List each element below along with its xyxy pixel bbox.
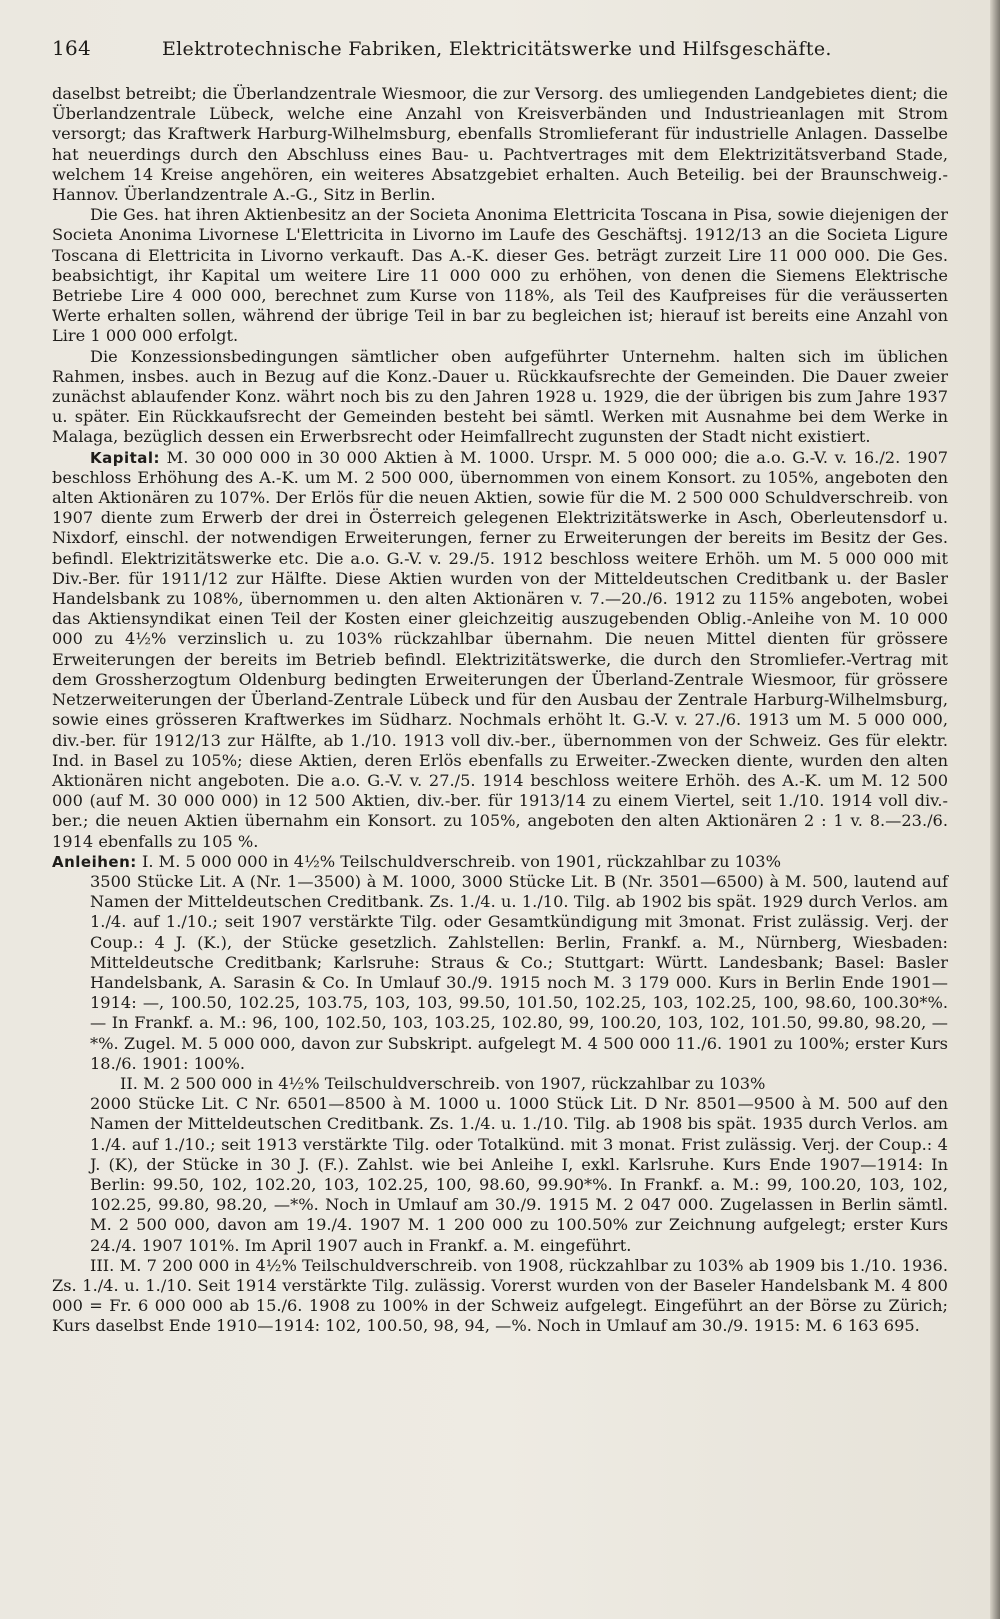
paragraph-konzessionen: Die Konzessionsbedingungen sämtlicher oben aufgeführter Unternehm. halten sich im üblichen Rahmen, insbes. auch in Bezug auf die Konz.-Dauer u. Rückkaufsrechte der Gemeinden. Die Dauer zweier zunächst ablaufender Konz. währt noch bis zu den Jahren 1928 u. 1929, die der übrigen bis zum Jahre 1937 u. später. Ein Rückkaufsrecht der Gemeinden besteht bei sämtl. Werken mit Ausnahme bei dem Werke in Malaga, bezüglich dessen ein Erwerbsrecht oder Heimfallrecht zugunsten der Stadt nicht existiert. bbox=[52, 346, 948, 447]
running-header bbox=[52, 36, 952, 60]
anleihe-ii-heading: II. M. 2 500 000 in 4½% Teilschuldverschreib. von 1907, rückzahlbar zu 103% bbox=[120, 1073, 766, 1093]
anleihe-ii-details: 2000 Stücke Lit. C Nr. 6501—8500 à M. 1000 u. 1000 Stück Lit. D Nr. 8501—9500 à M. 500 auf den Namen der Mitteldeutschen Creditbank. Zs. 1./4. u. 1./10. Tilg. ab 1908 bis spät. 1935 durch Verlos. am 1./4. auf 1./10.; seit 1913 verstärkte Tilg. oder Totalkünd. mit 3 monat. Frist zulässig. Verj. der Coup.: 4 J. (K), der Stücke in 30 J. (F.). Zahlst. wie bei Anleihe I, exkl. Karlsruhe. Kurs Ende 1907—1914: In Berlin: 99.50, 102, 102.20, 103, 102.25, 100, 98.60, 99.90*%. In Frankf. a. M.: 99, 100.20, 103, 102, 102.25, 99.80, 98.20, —*%. Noch in Umlauf am 30./9. 1915 M. 2 047 000. Zugelassen in Berlin sämtl. M. 2 500 000, davon am 19./4. 1907 M. 1 200 000 zu 100.50% zur Zeichnung aufgelegt; erster Kurs 24./4. 1907 101%. Im April 1907 auch in Frankf. a. M. eingeführt. bbox=[90, 1094, 948, 1255]
anleihe-i-details: 3500 Stücke Lit. A (Nr. 1—3500) à M. 1000, 3000 Stücke Lit. B (Nr. 3501—6500) à M. 500, lautend auf Namen der Mitteldeutschen Creditbank. Zs. 1./4. u. 1./10. Tilg. ab 1902 bis spät. 1929 durch Verlos. am 1./4. auf 1./10.; seit 1907 verstärkte Tilg. oder Gesamtkündigung mit 3monat. Frist zulässig. Verj. der Coup.: 4 J. (K.), der Stücke gesetzlich. Zahlstellen: Berlin, Frankf. a. M., Nürnberg, Wiesbaden: Mitteldeutsche Creditbank; Karlsruhe: Straus & Co.; Stuttgart: Württ. Landesbank; Basel: Basler Handelsbank, A. Sarasin & Co. In Umlauf 30./9. 1915 noch M. 3 179 000. Kurs in Berlin Ende 1901—1914: —, 100.50, 102.25, 103.75, 103, 103, 99.50, 101.50, 102.25, 103, 102.25, 100, 98.60, 100.30*%. — In Frankf. a. M.: 96, 100, 102.50, 103, 103.25, 102.80, 99, 100.20, 103, 102, 101.50, 99.80, 98.20, —*%. Zugel. M. 5 000 000, davon zur Subskript. aufgelegt M. 4 500 000 11./6. 1901 zu 100%; erster Kurs 18./6. 1901: 100%. bbox=[90, 871, 948, 1073]
kapital-text: M. 30 000 000 in 30 000 Aktien à M. 1000. Urspr. M. 5 000 000; die a.o. G.-V. v. 16./2. 1907 beschloss Erhöhung des A.-K. um M. 2 500 000, übernommen von einem Konsort. zu 105%, angeboten den alten Aktionären zu 107%. Der Erlös für die neuen Aktien, sowie für die M. 2 500 000 Schuldverschreib. von 1907 diente zum Erwerb der drei in Österreich gelegenen Elektrizitätswerke in Asch, Oberleutensdorf u. Nixdorf, einschl. der notwendigen Erweiterungen, ferner zu Erweiterungen der bereits im Besitz der Ges. befindl. Elektrizitätswerke etc. Die a.o. G.-V. v. 29./5. 1912 beschloss weitere Erhöh. um M. 5 000 000 mit Div.-Ber. für 1911/12 zur Hälfte. Diese Aktien wurden von der Mitteldeutschen Creditbank u. der Basler Handelsbank zu 108%, übernommen u. den alten Aktionären v. 7.—20./6. 1912 zu 115% angeboten, wobei das Aktiensyndikat einen Teil der Kosten einer gleichzeitig auszugebenden Oblig.-Anleihe von M. 10 000 000 zu 4½% verzinslich u. zu 103% rückzahlbar übernahm. Die neuen Mittel dienten für grössere Erweiterungen der bereits im Betrieb befindl. Elektrizitätswerke, die durch den Stromliefer.-Vertrag mit dem Grossherzogtum Oldenburg bedingten Erweiterungen der Überland-Zentrale Wiesmoor, für grössere Netzerweiterungen der Überland-Zentrale Lübeck und für den Ausbau der Zentrale Harburg-Wilhelmsburg, sowie eines grösseren Kraftwerkes im Südharz. Nochmals erhöht lt. G.-V. v. 27./6. 1913 um M. 5 000 000, div.-ber. für 1912/13 zur Hälfte, ab 1./10. 1913 voll div.-ber., übernommen von der Schweiz. Ges für elektr. Ind. in Basel zu 105%; diese Aktien, deren Erlös ebenfalls zu Erweiter.-Zwecken diente, wurden den alten Aktionären nicht angeboten. Die a.o. G.-V. v. 27./5. 1914 beschloss weitere Erhöh. des A.-K. um M. 12 500 000 (auf M. 30 000 000) in 12 500 Aktien, div.-ber. für 1913/14 zu einem Viertel, seit 1./10. 1914 voll div.-ber.; die neuen Aktien übernahm ein Konsort. zu 105%, angeboten den alten Aktionären 2 : 1 v. 8.—23./6. 1914 ebenfalls zu 105 %. bbox=[52, 447, 948, 851]
anleihe-iii: III. M. 7 200 000 in 4½% Teilschuldverschreib. von 1908, rückzahlbar zu 103% ab 1909 bis 1./10. 1936. Zs. 1./4. u. 1./10. Seit 1914 verstärkte Tilg. zulässig. Vorerst wurden von der Baseler Handelsbank M. 4 800 000 = Fr. 6 000 000 ab 15./6. 1908 zu 100% in der Schweiz aufgelegt. Eingeführt an der Börse zu Zürich; Kurs daselbst Ende 1910—1914: 102, 100.50, 98, 94, —%. Noch in Umlauf am 30./9. 1915: M. 6 163 695. bbox=[52, 1255, 948, 1336]
paragraph-aktienbesitz: Die Ges. hat ihren Aktienbesitz an der Societa Anonima Elettricita Toscana in Pisa, sowie diejenigen der Societa Anonima Livornese L'Elettricita in Livorno im Laufe des Geschäftsj. 1912/13 an die Societa Ligure Toscana di Elettricita in Livorno verkauft. Das A.-K. dieser Ges. beträgt zurzeit Lire 11 000 000. Die Ges. beabsichtigt, ihr Kapital um weitere Lire 11 000 000 zu erhöhen, von denen die Siemens Elektrische Betriebe Lire 4 000 000, berechnet zum Kurse von 118%, als Teil des Kaufpreises für die veräusserten Werte erhalten sollen, während der übrige Teil in bar zu begleichen ist; hierauf ist bereits eine Anzahl von Lire 1 000 000 erfolgt. bbox=[52, 205, 948, 346]
anleihe-i-heading: I. M. 5 000 000 in 4½% Teilschuldverschreib. von 1901, rückzahlbar zu 103% bbox=[141, 851, 781, 871]
paragraph-betriebe: daselbst betreibt; die Überlandzentrale Wiesmoor, die zur Versorg. des umliegenden Landgebietes dient; die Überlandzentrale Lübeck, welche eine Anzahl von Kreisverbänden und Industrieanlagen mit Strom versorgt; das Kraftwerk Harburg-Wilhelmsburg, ebenfalls Stromlieferant für industrielle Anlagen. Dasselbe hat neuerdings durch den Abschluss eines Bau- u. Pachtvertrages mit dem Elektrizitätsverband Stade, welchem 14 Kreise angehören, ein weiteres Absatzgebiet erhalten. Auch Beteilig. bei der Braunschweig.-Hannov. Überlandzentrale A.-G., Sitz in Berlin. bbox=[52, 84, 948, 205]
page-edge-shadow bbox=[990, 0, 1000, 1619]
running-title: Elektrotechnische Fabriken, Elektricitätswerke und Hilfsgeschäfte. bbox=[162, 38, 832, 60]
section-anleihen-i bbox=[52, 852, 948, 872]
page-number: 164 bbox=[52, 36, 92, 60]
anleihen-label: Anleihen: bbox=[52, 852, 137, 871]
section-kapital bbox=[52, 448, 948, 852]
kapital-label: Kapital: bbox=[90, 448, 161, 467]
page-body bbox=[52, 84, 948, 1337]
